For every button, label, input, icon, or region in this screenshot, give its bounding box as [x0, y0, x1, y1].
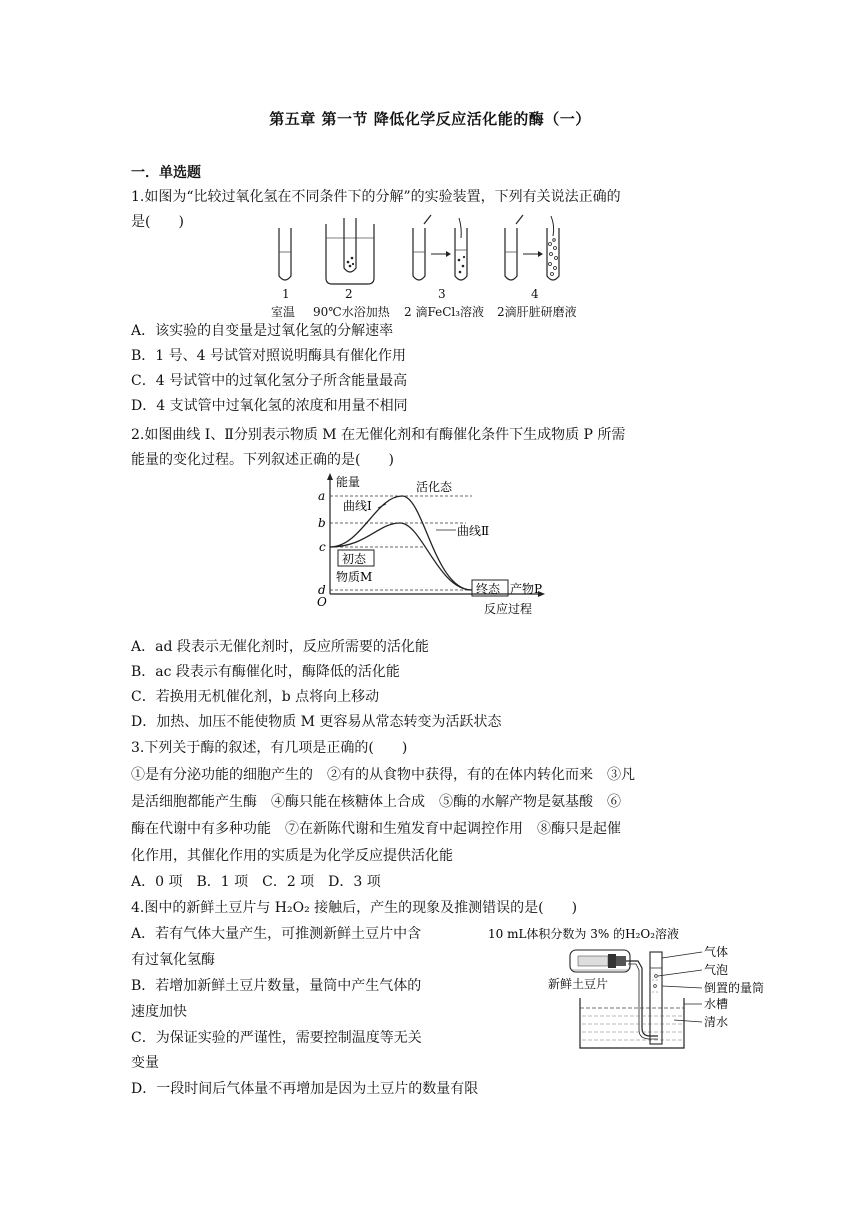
- curve-2-label: 曲线Ⅱ: [457, 524, 490, 538]
- tube-3-before: [413, 215, 431, 280]
- substance-m-label: 物质M: [336, 570, 373, 584]
- inverted-cylinder: [650, 952, 662, 1044]
- level-b-label: b: [318, 516, 326, 530]
- q2-stem-line1: 2.如图曲线 Ⅰ、Ⅱ分别表示物质 M 在无催化剂和有酶催化条件下生成物质 P 所需: [131, 427, 626, 443]
- water-tank: [580, 998, 684, 1048]
- q2-stem-line2: 能量的变化过程。下列叙述正确的是( ): [131, 452, 394, 468]
- beaker-tube-2: [326, 218, 374, 284]
- q4-line-5: C．为保证实验的严谨性，需要控制温度等无关: [131, 1030, 422, 1046]
- q3-body-line3: 酶在代谢中有多种功能 ⑦在新陈代谢和生殖发育中起调控作用 ⑧酶只是起催: [131, 821, 621, 837]
- cylinder-label: 倒置的量筒: [704, 981, 765, 995]
- page-title: 第五章 第一节 降低化学反应活化能的酶（一）: [269, 110, 591, 128]
- q2-option-b: B．ac 段表示有酶催化时，酶降低的活化能: [131, 664, 400, 680]
- tube-number-2: 2: [345, 287, 353, 301]
- level-a-label: a: [318, 489, 326, 503]
- bottle: [570, 950, 630, 972]
- curve-1-label: 曲线Ⅰ: [343, 499, 372, 513]
- q4-line-3: B．若增加新鲜土豆片数量，量筒中产生气体的: [131, 978, 422, 994]
- q1-stem-line2: 是( ): [131, 214, 184, 230]
- tube-label-4: 2滴肝脏研磨液: [497, 305, 577, 319]
- q1-option-b: B．1 号、4 号试管对照说明酶具有催化作用: [131, 348, 407, 364]
- tube-3-after: [455, 218, 467, 280]
- section-heading: 一．单选题: [131, 165, 201, 181]
- product-p-label: 产物P: [510, 582, 543, 596]
- water-label: 清水: [704, 1015, 729, 1029]
- q2-option-c: C．若换用无机催化剂，b 点将向上移动: [131, 689, 380, 705]
- level-d-label: d: [318, 583, 326, 597]
- q3-body-line2: 是活细胞都能产生酶 ④酶只能在核糖体上合成 ⑤酶的水解产物是氨基酸 ⑥: [131, 794, 621, 810]
- q3-body-line4: 化作用，其催化作用的实质是为化学反应提供活化能: [131, 848, 453, 864]
- test-tubes-diagram: [268, 214, 598, 294]
- q1-option-a: A．该实验的自变量是过氧化氢的分解速率: [131, 323, 394, 339]
- tube-4-after: [547, 216, 559, 280]
- q2-option-d: D．加热、加压不能使物质 M 更容易从常态转变为活跃状态: [131, 714, 502, 730]
- initial-state-label: 初态: [342, 552, 367, 566]
- q2-energy-diagram: [306, 472, 556, 622]
- potato-label: 新鲜土豆片: [548, 977, 609, 991]
- tube-number-1: 1: [282, 287, 290, 301]
- q3-body-line1: ①是有分泌功能的细胞产生的 ②有的从食物中获得，有的在体内转化而来 ③凡: [131, 767, 635, 783]
- q1-option-d: D．4 支试管中过氧化氢的浓度和用量不相同: [131, 398, 408, 414]
- q3-stem: 3.下列关于酶的叙述，有几项是正确的( ): [131, 740, 408, 756]
- h2o2-solution-label: 10 mL体积分数为 3% 的H₂O₂溶液: [488, 927, 680, 941]
- q1-figure: [268, 214, 598, 294]
- tube-4-before: [505, 215, 523, 280]
- q4-line-2: 有过氧化氢酶: [131, 952, 215, 968]
- bubble-label: 气泡: [704, 963, 729, 977]
- q4-line-1: A．若有气体大量产生，可推测新鲜土豆片中含: [131, 926, 422, 942]
- delivery-tube: [626, 961, 658, 1036]
- q2-option-a: A．ad 段表示无催化剂时，反应所需要的活化能: [131, 639, 429, 655]
- q4-figure: [488, 924, 788, 1054]
- y-axis-label: 能量: [336, 475, 361, 489]
- q4-stem: 4.图中的新鲜土豆片与 H₂O₂ 接触后，产生的现象及推测错误的是( ): [131, 900, 578, 916]
- tube-label-3: 2 滴FeCl₃溶液: [404, 305, 485, 319]
- q1-stem-line1: 1.如图为“比较过氧化氢在不同条件下的分解”的实验装置，下列有关说法正确的: [131, 189, 621, 205]
- final-state-label: 终态: [476, 582, 501, 596]
- tube-number-3: 3: [438, 287, 446, 301]
- q4-line-6: 变量: [131, 1055, 159, 1071]
- q1-option-c: C．4 号试管中的过氧化氢分子所含能量最高: [131, 373, 408, 389]
- origin-label: O: [317, 595, 327, 609]
- tube-number-4: 4: [531, 287, 539, 301]
- gas-label: 气体: [704, 945, 729, 959]
- q4-line-4: 速度加快: [131, 1004, 187, 1020]
- x-axis-label: 反应过程: [484, 602, 533, 616]
- tank-label: 水槽: [704, 997, 729, 1011]
- active-state-label: 活化态: [416, 480, 453, 494]
- tube-1: [279, 228, 291, 280]
- tube-label-1: 室温: [271, 305, 296, 319]
- level-c-label: c: [319, 540, 326, 554]
- q3-options: A．0 项 B．1 项 C．2 项 D．3 项: [131, 874, 381, 890]
- tube-label-2: 90℃水浴加热: [313, 305, 390, 319]
- q4-line-7: D．一段时间后气体量不再增加是因为土豆片的数量有限: [131, 1081, 479, 1097]
